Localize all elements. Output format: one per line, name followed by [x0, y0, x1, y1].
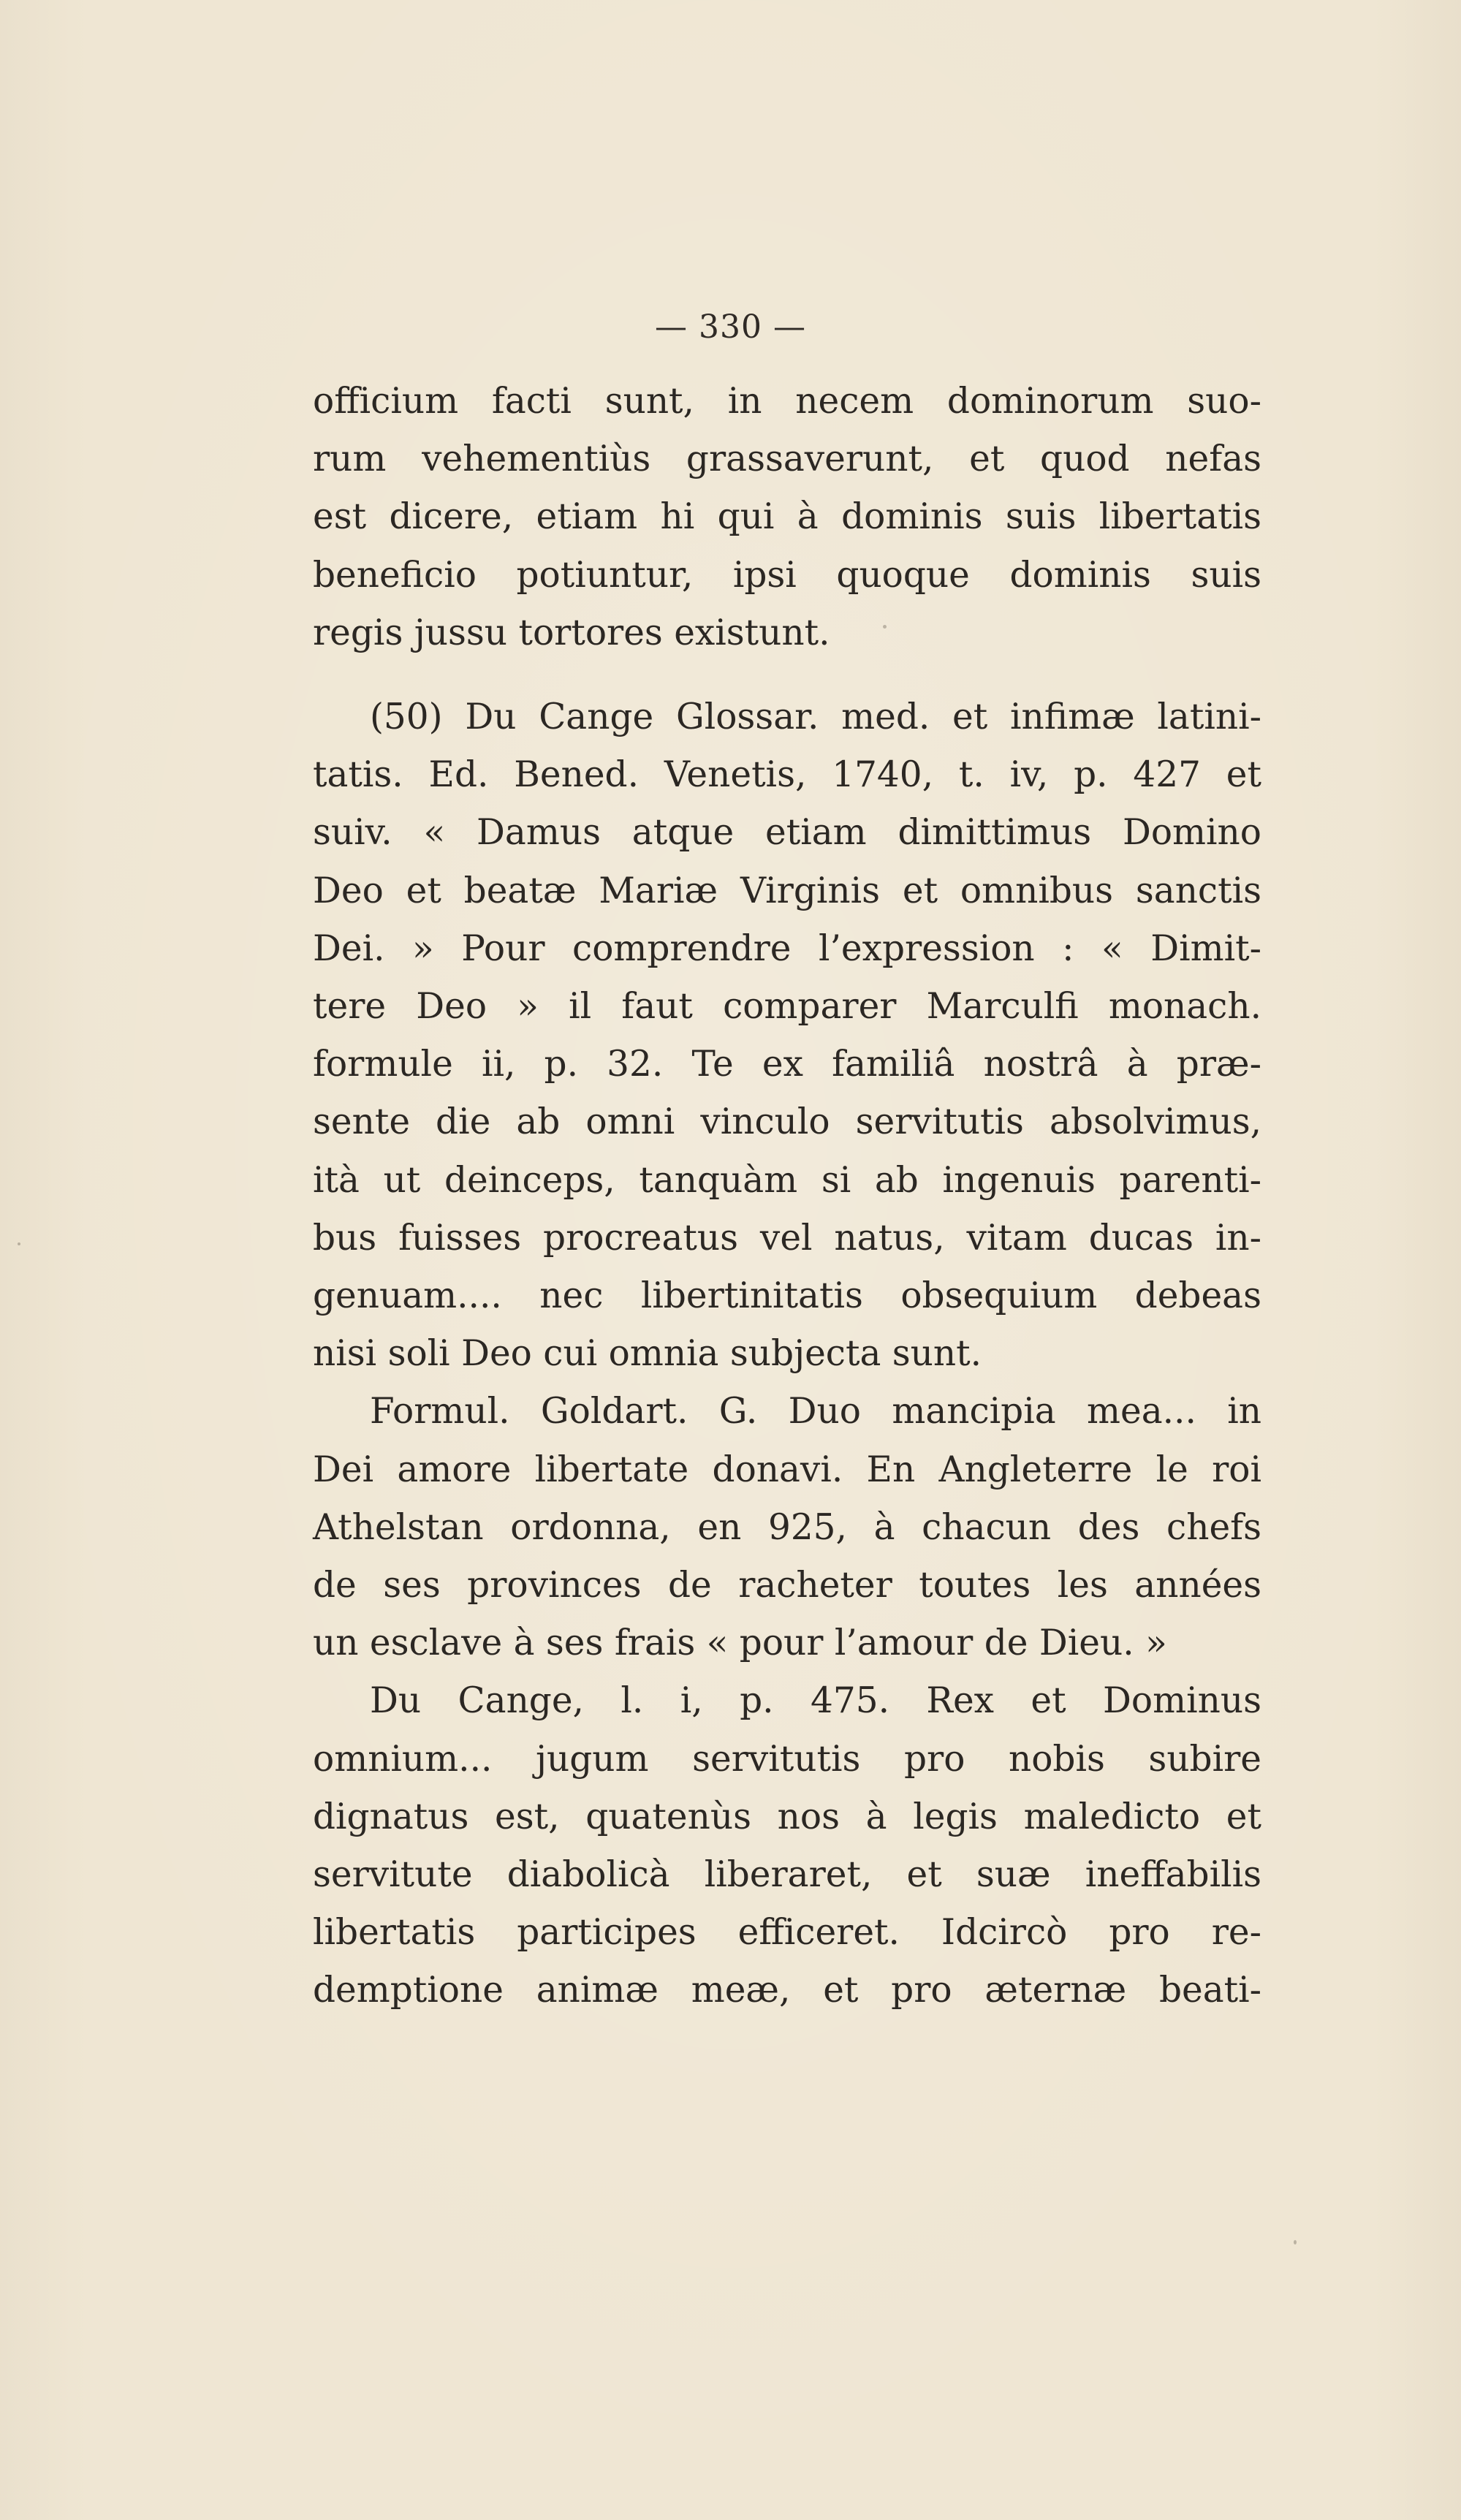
page-number: — 330 —	[655, 308, 806, 346]
paper-speck	[18, 1242, 20, 1245]
text-line: regis jussu tortores existunt.	[313, 612, 830, 653]
paper-speck	[1294, 2240, 1297, 2244]
text-line: omnium... jugum servitutis pro nobis subire	[313, 1738, 1261, 1780]
text-line: Formul. Goldart. G. Duo mancipia mea... in	[370, 1391, 1261, 1432]
text-line: ità ut deinceps, tanquàm si ab ingenuis parenti-	[313, 1159, 1261, 1201]
text-line: nisi soli Deo cui omnia subjecta sunt.	[313, 1333, 982, 1375]
text-line: beneficio potiuntur, ipsi quoque dominis suis	[313, 554, 1261, 596]
text-line: tatis. Ed. Bened. Venetis, 1740, t. iv, p. 427 et	[313, 754, 1261, 796]
body-text	[313, 373, 1261, 2020]
text-line: tere Deo » il faut comparer Marculfi monach.	[313, 986, 1261, 1028]
text-line: libertatis participes efficeret. Idcircò pro re-	[313, 1912, 1261, 1954]
text-line: Dei. » Pour comprendre l’expression : « Dimit-	[313, 927, 1261, 969]
text-line: est dicere, etiam hi qui à dominis suis libertatis	[313, 496, 1261, 538]
text-line: sente die ab omni vinculo servitutis absolvimus,	[313, 1101, 1261, 1143]
text-line: servitute diabolicà liberaret, et suæ ineffabilis	[313, 1854, 1261, 1896]
text-line: rum vehementiùs grassaverunt, et quod nefas	[313, 439, 1261, 480]
text-line: Deo et beatæ Mariæ Virginis et omnibus sanctis	[313, 870, 1261, 911]
text-line: Athelstan ordonna, en 925, à chacun des chefs	[313, 1506, 1261, 1548]
text-line: un esclave à ses frais « pour l’amour de Dieu. »	[313, 1623, 1167, 1664]
text-line: formule ii, p. 32. Te ex familiâ nostrâ à præ-	[313, 1044, 1261, 1085]
text-line: de ses provinces de racheter toutes les années	[313, 1565, 1261, 1606]
text-line: suiv. « Damus atque etiam dimittimus Domino	[313, 812, 1261, 854]
text-line: (50) Du Cange Glossar. med. et infimæ latini-	[370, 697, 1261, 738]
text-line: officium facti sunt, in necem dominorum suo-	[313, 381, 1261, 422]
text-line: bus fuisses procreatus vel natus, vitam ducas in-	[313, 1217, 1261, 1259]
paragraph-4	[313, 1672, 1261, 2019]
text-line: genuam.... nec libertinitatis obsequium debeas	[313, 1275, 1261, 1317]
text-line: demptione animæ meæ, et pro æternæ beati-	[313, 1970, 1261, 2011]
paper-speck	[883, 625, 887, 629]
text-line: Dei amore libertate donavi. En Angleterre le roi	[313, 1449, 1261, 1490]
text-line: dignatus est, quatenùs nos à legis maledicto et	[313, 1796, 1261, 1837]
paragraph-1	[313, 373, 1261, 662]
paragraph-2	[313, 688, 1261, 1383]
paragraph-3	[313, 1383, 1261, 1672]
text-line: Du Cange, l. i, p. 475. Rex et Dominus	[370, 1680, 1261, 1722]
